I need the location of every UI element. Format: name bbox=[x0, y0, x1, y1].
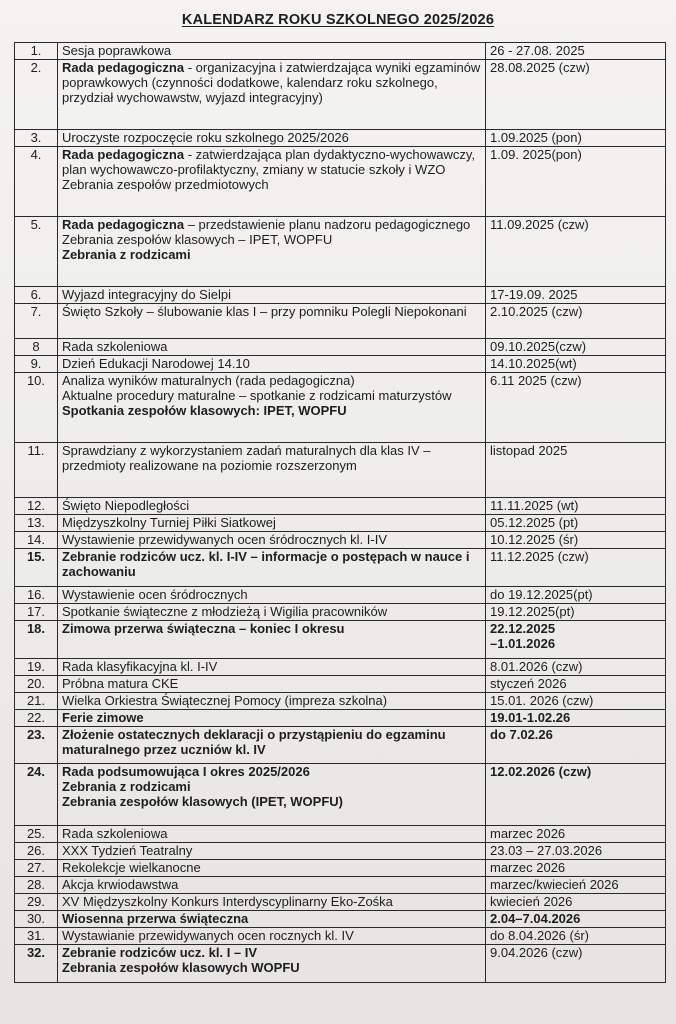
description-line bbox=[62, 911, 482, 926]
row-date bbox=[486, 587, 666, 604]
date-text: listopad 2025 bbox=[490, 443, 568, 458]
description-line bbox=[62, 130, 482, 145]
row-date bbox=[486, 928, 666, 945]
row-date bbox=[486, 217, 666, 287]
row-date bbox=[486, 894, 666, 911]
description-line bbox=[62, 373, 482, 388]
row-number: 23. bbox=[15, 727, 58, 764]
description-text: Dzień Edukacji Narodowej 14.10 bbox=[62, 356, 250, 371]
row-description bbox=[58, 945, 486, 983]
row-number: 19. bbox=[15, 659, 58, 676]
date-text: kwiecień 2026 bbox=[490, 894, 573, 909]
row-date bbox=[486, 621, 666, 659]
date-text: 26 - 27.08. 2025 bbox=[490, 43, 585, 58]
description-line bbox=[62, 676, 482, 691]
description-line bbox=[62, 710, 482, 725]
description-text: Spotkania zespołów klasowych: IPET, WOPFU bbox=[62, 403, 347, 418]
row-description bbox=[58, 659, 486, 676]
description-text: Spotkanie świąteczne z młodzieżą i Wigilia pracowników bbox=[62, 604, 388, 619]
table-row bbox=[15, 339, 666, 356]
description-line bbox=[62, 339, 482, 354]
row-number: 3. bbox=[15, 130, 58, 147]
row-number: 2. bbox=[15, 60, 58, 130]
row-number: 25. bbox=[15, 826, 58, 843]
description-text: Zebrania zespołów klasowych WOPFU bbox=[62, 960, 300, 975]
description-text: Próbna matura CKE bbox=[62, 676, 179, 691]
description-line bbox=[62, 693, 482, 708]
date-text: 11.12.2025 (czw) bbox=[490, 549, 589, 564]
table-row bbox=[15, 710, 666, 727]
description-text: Rada szkoleniowa bbox=[62, 826, 168, 841]
description-text: Wyjazd integracyjny do Sielpi bbox=[62, 287, 231, 302]
row-number: 24. bbox=[15, 764, 58, 826]
row-number: 27. bbox=[15, 860, 58, 877]
description-line bbox=[62, 304, 482, 319]
description-text: - organizacyjna i zatwierdzająca wyniki egzaminów poprawkowych (czynności dodatkowe, kalendarz roku szkolnego, przydział wychowawstw, wyjazd integracyjny) bbox=[62, 60, 481, 105]
date-text: do 7.02.26 bbox=[490, 727, 553, 742]
row-date bbox=[486, 443, 666, 498]
table-row bbox=[15, 621, 666, 659]
row-description bbox=[58, 373, 486, 443]
table-row bbox=[15, 659, 666, 676]
description-text: Zebranie rodziców ucz. kl. I-IV – informacje o postępach w nauce i zachowaniu bbox=[62, 549, 470, 579]
row-description bbox=[58, 356, 486, 373]
description-line bbox=[62, 177, 482, 192]
date-text: marzec/kwiecień 2026 bbox=[490, 877, 619, 892]
table-row bbox=[15, 515, 666, 532]
table-row bbox=[15, 443, 666, 498]
row-description bbox=[58, 43, 486, 60]
date-text: –1.01.2026 bbox=[490, 636, 556, 651]
row-date bbox=[486, 532, 666, 549]
description-text: Złożenie ostatecznych deklaracji o przystąpieniu do egzaminu maturalnego przez uczniów kl. IV bbox=[62, 727, 446, 757]
row-description bbox=[58, 764, 486, 826]
row-description bbox=[58, 60, 486, 130]
row-number: 22. bbox=[15, 710, 58, 727]
description-line bbox=[62, 43, 482, 58]
row-number: 4. bbox=[15, 147, 58, 217]
row-date bbox=[486, 693, 666, 710]
description-line bbox=[62, 826, 482, 841]
description-line bbox=[62, 247, 482, 262]
description-line bbox=[62, 894, 482, 909]
row-date bbox=[486, 287, 666, 304]
description-text: Zebrania z rodzicami bbox=[62, 779, 191, 794]
row-date bbox=[486, 676, 666, 693]
table-row bbox=[15, 843, 666, 860]
row-number: 21. bbox=[15, 693, 58, 710]
table-row bbox=[15, 287, 666, 304]
description-line bbox=[62, 498, 482, 513]
date-text: 09.10.2025(czw) bbox=[490, 339, 587, 354]
date-text: 19.12.2025(pt) bbox=[490, 604, 575, 619]
row-number: 9. bbox=[15, 356, 58, 373]
description-text: XXX Tydzień Teatralny bbox=[62, 843, 193, 858]
row-number: 29. bbox=[15, 894, 58, 911]
row-description bbox=[58, 549, 486, 587]
date-text: 28.08.2025 (czw) bbox=[490, 60, 590, 75]
description-text: Rada podsumowująca I okres 2025/2026 bbox=[62, 764, 310, 779]
description-line bbox=[62, 356, 482, 371]
row-number: 28. bbox=[15, 877, 58, 894]
row-date bbox=[486, 43, 666, 60]
description-line bbox=[62, 147, 482, 177]
description-text: Wystawienie ocen śródrocznych bbox=[62, 587, 248, 602]
date-text: 14.10.2025(wt) bbox=[490, 356, 577, 371]
description-text: Zebrania zespołów klasowych – IPET, WOPFU bbox=[62, 232, 333, 247]
description-text: Wystawianie przewidywanych ocen rocznych kl. IV bbox=[62, 928, 354, 943]
description-text: Wielka Orkiestra Świątecznej Pomocy (impreza szkolna) bbox=[62, 693, 388, 708]
description-text: Święto Szkoły – ślubowanie klas I – przy pomniku Polegli Niepokonani bbox=[62, 304, 467, 319]
row-date bbox=[486, 843, 666, 860]
description-text: Rada pedagogiczna bbox=[62, 217, 185, 232]
description-line bbox=[62, 877, 482, 892]
table-row bbox=[15, 43, 666, 60]
table-row bbox=[15, 147, 666, 217]
row-description bbox=[58, 826, 486, 843]
row-date bbox=[486, 515, 666, 532]
description-text: Międzyszkolny Turniej Piłki Siatkowej bbox=[62, 515, 276, 530]
table-row bbox=[15, 945, 666, 983]
table-row bbox=[15, 676, 666, 693]
date-text: marzec 2026 bbox=[490, 860, 566, 875]
row-number: 14. bbox=[15, 532, 58, 549]
calendar-rows bbox=[15, 43, 666, 983]
description-text: - zatwierdzająca plan dydaktyczno-wychowawczy, plan wychowawczo-profilaktyczny, zmiany w statucie szkoły i WZO bbox=[62, 147, 476, 177]
date-text: 9.04.2026 (czw) bbox=[490, 945, 583, 960]
row-number: 11. bbox=[15, 443, 58, 498]
date-text: 8.01.2026 (czw) bbox=[490, 659, 583, 674]
description-text: Wiosenna przerwa świąteczna bbox=[62, 911, 249, 926]
row-description bbox=[58, 928, 486, 945]
row-description bbox=[58, 130, 486, 147]
description-text: Rada pedagogiczna bbox=[62, 60, 185, 75]
date-text: 11.11.2025 (wt) bbox=[490, 498, 579, 513]
row-date bbox=[486, 373, 666, 443]
row-description bbox=[58, 693, 486, 710]
description-line bbox=[62, 960, 482, 975]
row-number: 18. bbox=[15, 621, 58, 659]
description-text: Rada klasyfikacyjna kl. I-IV bbox=[62, 659, 218, 674]
row-description bbox=[58, 339, 486, 356]
date-text: 2.10.2025 (czw) bbox=[490, 304, 583, 319]
document-title: KALENDARZ ROKU SZKOLNEGO 2025/2026 bbox=[181, 12, 495, 28]
date-text: marzec 2026 bbox=[490, 826, 566, 841]
row-description bbox=[58, 304, 486, 339]
table-row bbox=[15, 217, 666, 287]
row-number: 32. bbox=[15, 945, 58, 983]
description-line bbox=[62, 532, 482, 547]
row-number: 1. bbox=[15, 43, 58, 60]
row-description bbox=[58, 710, 486, 727]
row-date bbox=[486, 356, 666, 373]
row-date bbox=[486, 147, 666, 217]
row-number: 7. bbox=[15, 304, 58, 339]
row-date bbox=[486, 764, 666, 826]
row-description bbox=[58, 894, 486, 911]
date-text: 2.04–7.04.2026 bbox=[490, 911, 581, 926]
row-date bbox=[486, 659, 666, 676]
table-row bbox=[15, 498, 666, 515]
description-text: Wystawienie przewidywanych ocen śródrocznych kl. I-IV bbox=[62, 532, 388, 547]
row-number: 20. bbox=[15, 676, 58, 693]
date-text: 22.12.2025 bbox=[490, 621, 556, 636]
date-text: 23.03 – 27.03.2026 bbox=[490, 843, 603, 858]
description-text: Uroczyste rozpoczęcie roku szkolnego 2025/2026 bbox=[62, 130, 349, 145]
date-text: 1.09.2025 (pon) bbox=[490, 130, 582, 145]
description-text: Zimowa przerwa świąteczna – koniec I okresu bbox=[62, 621, 345, 636]
row-description bbox=[58, 147, 486, 217]
row-number: 13. bbox=[15, 515, 58, 532]
table-row bbox=[15, 373, 666, 443]
row-description bbox=[58, 621, 486, 659]
description-line bbox=[62, 794, 482, 809]
table-row bbox=[15, 549, 666, 587]
description-text: Święto Niepodległości bbox=[62, 498, 190, 513]
row-description bbox=[58, 498, 486, 515]
table-row bbox=[15, 532, 666, 549]
description-line bbox=[62, 860, 482, 875]
row-date bbox=[486, 710, 666, 727]
description-line bbox=[62, 659, 482, 674]
date-text: 10.12.2025 (śr) bbox=[490, 532, 579, 547]
description-text: Analiza wyników maturalnych (rada pedagogiczna) bbox=[62, 373, 355, 388]
date-text: 17-19.09. 2025 bbox=[490, 287, 578, 302]
date-text: do 8.04.2026 (śr) bbox=[490, 928, 590, 943]
row-description bbox=[58, 727, 486, 764]
row-description bbox=[58, 911, 486, 928]
row-description bbox=[58, 287, 486, 304]
row-date bbox=[486, 826, 666, 843]
description-line bbox=[62, 217, 482, 232]
description-line bbox=[62, 587, 482, 602]
row-number: 5. bbox=[15, 217, 58, 287]
date-text: 12.02.2026 (czw) bbox=[490, 764, 592, 779]
row-number: 10. bbox=[15, 373, 58, 443]
description-text: – przedstawienie planu nadzoru pedagogicznego bbox=[184, 217, 471, 232]
row-number: 26. bbox=[15, 843, 58, 860]
row-date bbox=[486, 911, 666, 928]
description-line bbox=[62, 549, 482, 579]
description-text: Zebrania zespołów przedmiotowych bbox=[62, 177, 269, 192]
row-number: 8 bbox=[15, 339, 58, 356]
description-text: Rekolekcje wielkanocne bbox=[62, 860, 201, 875]
description-line bbox=[62, 604, 482, 619]
row-date bbox=[486, 130, 666, 147]
row-description bbox=[58, 515, 486, 532]
date-text: do 19.12.2025(pt) bbox=[490, 587, 593, 602]
table-row bbox=[15, 877, 666, 894]
row-number: 6. bbox=[15, 287, 58, 304]
table-row bbox=[15, 860, 666, 877]
description-line bbox=[62, 388, 482, 403]
row-description bbox=[58, 860, 486, 877]
table-row bbox=[15, 60, 666, 130]
description-line bbox=[62, 287, 482, 302]
row-number: 12. bbox=[15, 498, 58, 515]
row-description bbox=[58, 587, 486, 604]
description-text: Zebranie rodziców ucz. kl. I – IV bbox=[62, 945, 258, 960]
description-line bbox=[62, 843, 482, 858]
calendar-table bbox=[14, 42, 666, 983]
row-description bbox=[58, 676, 486, 693]
row-date bbox=[486, 727, 666, 764]
description-line bbox=[62, 515, 482, 530]
row-number: 15. bbox=[15, 549, 58, 587]
row-description bbox=[58, 532, 486, 549]
table-row bbox=[15, 304, 666, 339]
table-row bbox=[15, 587, 666, 604]
description-line bbox=[62, 443, 482, 473]
description-text: Aktualne procedury maturalne – spotkanie z rodzicami maturzystów bbox=[62, 388, 452, 403]
description-line bbox=[62, 232, 482, 247]
date-text: 6.11 2025 (czw) bbox=[490, 373, 582, 388]
description-text: Rada pedagogiczna bbox=[62, 147, 185, 162]
description-line bbox=[62, 60, 482, 105]
date-text: 11.09.2025 (czw) bbox=[490, 217, 589, 232]
date-text: styczeń 2026 bbox=[490, 676, 567, 691]
description-line bbox=[62, 621, 482, 636]
description-text: Zebrania zespołów klasowych (IPET, WOPFU) bbox=[62, 794, 343, 809]
row-description bbox=[58, 843, 486, 860]
row-date bbox=[486, 60, 666, 130]
date-text: 05.12.2025 (pt) bbox=[490, 515, 579, 530]
row-date bbox=[486, 945, 666, 983]
description-line bbox=[62, 779, 482, 794]
row-description bbox=[58, 877, 486, 894]
table-row bbox=[15, 727, 666, 764]
description-text: Ferie zimowe bbox=[62, 710, 144, 725]
description-line bbox=[62, 727, 482, 757]
row-description bbox=[58, 217, 486, 287]
description-text: Sesja poprawkowa bbox=[62, 43, 172, 58]
row-description bbox=[58, 443, 486, 498]
table-row bbox=[15, 693, 666, 710]
row-date bbox=[486, 877, 666, 894]
date-text: 19.01-1.02.26 bbox=[490, 710, 571, 725]
table-row bbox=[15, 911, 666, 928]
row-date bbox=[486, 860, 666, 877]
row-date bbox=[486, 304, 666, 339]
table-row bbox=[15, 130, 666, 147]
description-text: Zebrania z rodzicami bbox=[62, 247, 191, 262]
description-line bbox=[62, 928, 482, 943]
table-row bbox=[15, 826, 666, 843]
table-row bbox=[15, 764, 666, 826]
table-row bbox=[15, 356, 666, 373]
row-date bbox=[486, 549, 666, 587]
description-line bbox=[62, 764, 482, 779]
table-row bbox=[15, 928, 666, 945]
row-date bbox=[486, 498, 666, 515]
description-text: XV Międzyszkolny Konkurs Interdyscyplinarny Eko-Zośka bbox=[62, 894, 393, 909]
row-date bbox=[486, 604, 666, 621]
date-text: 1.09. 2025(pon) bbox=[490, 147, 582, 162]
description-line bbox=[62, 403, 482, 418]
row-number: 31. bbox=[15, 928, 58, 945]
row-number: 30. bbox=[15, 911, 58, 928]
table-row bbox=[15, 604, 666, 621]
row-number: 16. bbox=[15, 587, 58, 604]
date-text: 15.01. 2026 (czw) bbox=[490, 693, 594, 708]
row-number: 17. bbox=[15, 604, 58, 621]
row-description bbox=[58, 604, 486, 621]
description-text: Sprawdziany z wykorzystaniem zadań maturalnych dla klas IV – przedmioty realizowane na poziomie rozszerzonym bbox=[62, 443, 431, 473]
row-date bbox=[486, 339, 666, 356]
description-text: Rada szkoleniowa bbox=[62, 339, 168, 354]
description-text: Akcja krwiodawstwa bbox=[62, 877, 179, 892]
description-line bbox=[62, 945, 482, 960]
table-row bbox=[15, 894, 666, 911]
